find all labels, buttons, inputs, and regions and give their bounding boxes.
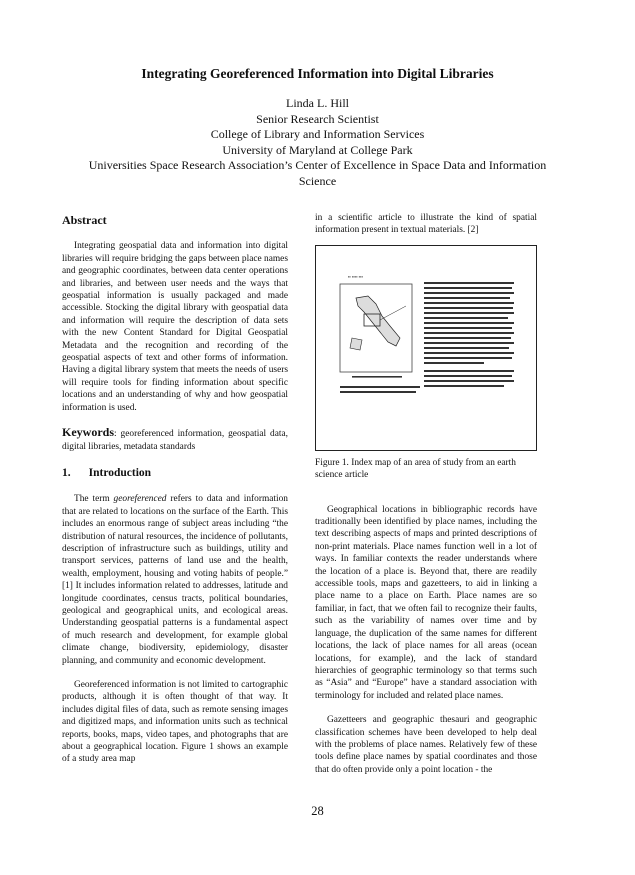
author-block (40, 96, 595, 189)
author-university: University of Maryland at College Park (222, 142, 413, 157)
intro-paragraph-2: Georeferenced information is not limited to cartographic products, although it is often thought of that way. It includes digital files of data, such as remote sensing images and digitized maps, and information units such as technical reports, books, maps, video tapes, and photographs that are about a geographical location. Figure 1 shows an example of a study area map (62, 680, 288, 765)
author-college: College of Library and Information Services (210, 127, 425, 141)
intro-p1-rest: refers to data and information that are related to locations on the surface of the Earth. This includes an enormous range of subject areas including “the distribution of natural resources, the incidence of pollutants, description of infrastructure such as buildings, utility and transport services, patterns of land use and the health, wealth, employment, housing and voting habits of people.” [1] It includes information related to addresses, latitude and longitude coordinates, census tracts, political boundaries, geological and geographical units, and ecological areas. Understanding geospatial patterns is a fundamental aspect of much research and development, for example global climate change, biodiversity, epidemiology, disaster planning, and community and economic development. (62, 494, 288, 666)
thumb-header: ▪▪ ▪▪▪▪ ▪▪▪ (348, 273, 363, 279)
page-number: 28 (311, 804, 324, 818)
author-center-line2: Science (298, 173, 337, 188)
figure-1-image (316, 246, 538, 452)
intro-paragraph-1 (62, 493, 288, 667)
keywords-colon: : (114, 429, 121, 440)
left-column (62, 214, 288, 778)
keywords-text: georeferenced information, geospatial data, digital libraries, metadata standards (62, 429, 289, 452)
right-paragraph-2: Gazetteers and geographic thesauri and geographic classification schemes have been developed to help deal with the problems of place names. Relatively few of these tools define place names by spatial coordinates and those that do often provide only a point location - the (315, 715, 537, 775)
figure-1 (315, 245, 537, 451)
abstract-heading: Abstract (62, 213, 107, 227)
keywords (62, 426, 288, 453)
inset-map-frame (340, 284, 412, 372)
right-column (315, 212, 537, 788)
island-shape (350, 338, 362, 350)
section-number: 1. (62, 466, 71, 479)
abstract-text: Integrating geospatial data and information into digital libraries will require bridging the gaps between place names and geographic coordinates, between data center operations and libraries, and between user needs and the ways that geospatial information is usually packaged and made accessible. Stocking the digital library with geospatial data and information will require the description of data sets with the new Content Standard for Digital Geospatial Metadata and the recognition and recording of the geospatial aspects of text and other forms of information. Having a digital library system that meets the needs of users will require tools for finding information about specific locations and an understanding of why and how geospatial information is used. (62, 241, 288, 413)
intro-p1-term: georeferenced (113, 494, 167, 505)
continuation-text: in a scientific article to illustrate the kind of spatial information present in textual materials. [2] (315, 213, 537, 236)
paper-title: Integrating Georeferenced Information into Digital Libraries (141, 66, 494, 81)
author-center-line1: Universities Space Research Association’s Center of Excellence in Space Data and Information (88, 158, 547, 172)
author-name: Linda L. Hill (286, 96, 349, 110)
right-paragraph-1: Geographical locations in bibliographic records have traditionally been identified by place names, including the text describing aspects of maps and printed descriptions of non-print materials. Place names function well in a lot of ways. In familiar contexts the reader understands where the location of a place is. Beyond that, there are readily accessible tools, maps and gazetteers, to aid in linking a place name to a place on Earth. Place names are so familiar, in fact, that we often fail to recognize their faults, such as the variability of names over time and by language, the duplication of the same names for different locations, the lack of place names for all areas (ocean locations, for example), and the lack of standard hierarchies of geographic terminology so that terms such as “Asia” and “Europe” have a standard association with terminology for included and related place names. (315, 504, 537, 701)
keywords-label: Keywords (62, 425, 114, 440)
peninsula-shape (356, 296, 400, 346)
figure-1-caption: Figure 1. Index map of an area of study from an earth science article (315, 457, 516, 481)
introduction-heading (62, 467, 288, 479)
section-title: Introduction (88, 466, 152, 479)
intro-p1-start: The term (74, 494, 114, 505)
author-position: Senior Research Scientist (256, 111, 379, 126)
